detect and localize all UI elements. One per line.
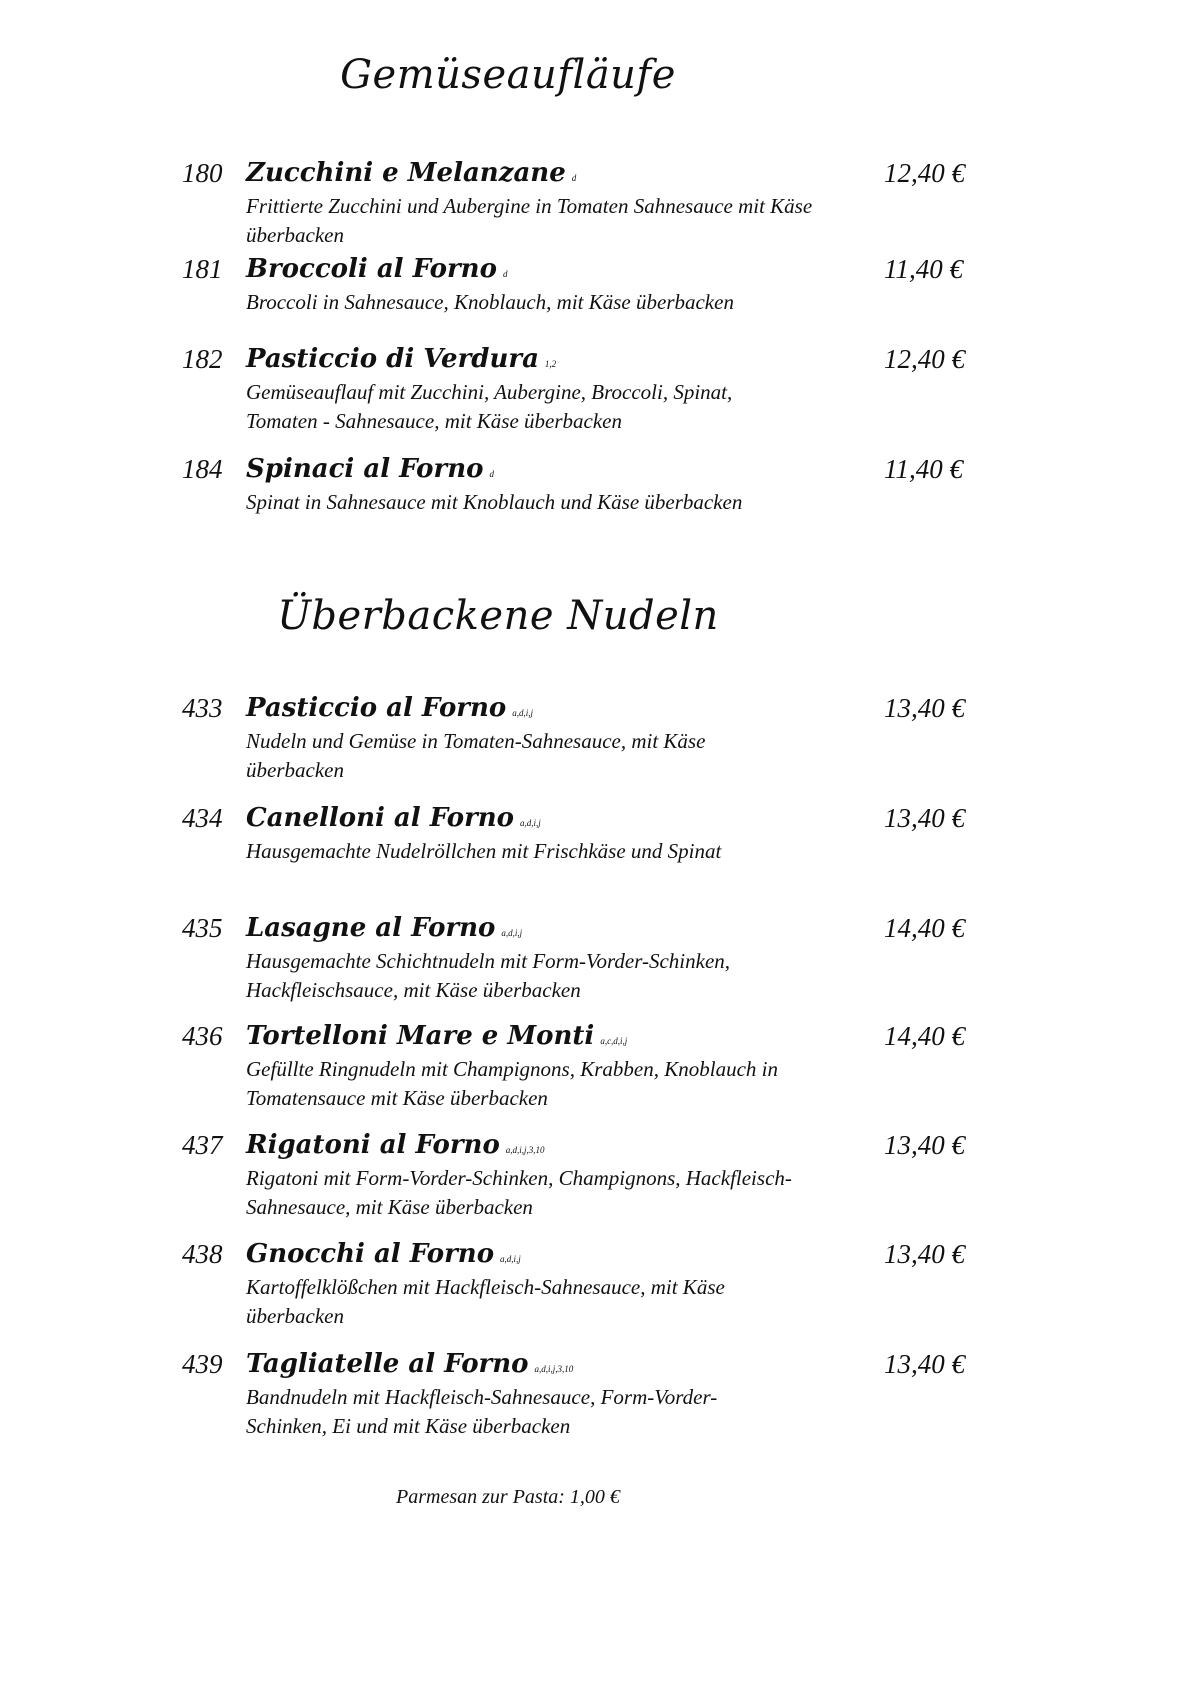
item-name-wrap	[246, 691, 533, 730]
item-name-wrap	[246, 1347, 573, 1386]
item-number: 182	[182, 344, 223, 374]
item-allergens: a,d,i,j,3,10	[505, 1145, 545, 1155]
item-description: Gefüllte Ringnudeln mit Champignons, Krabben, Knoblauch in Tomatensauce mit Käse überbacken	[246, 1057, 778, 1110]
item-name: Spinaci al Forno	[246, 454, 484, 484]
item-number: 180	[182, 158, 223, 188]
item-description: Spinat in Sahnesauce mit Knoblauch und Käse überbacken	[246, 490, 743, 514]
item-name-wrap	[246, 252, 507, 291]
item-number: 184	[182, 454, 223, 484]
item-number: 433	[182, 693, 223, 723]
item-allergens: a,d,i,j	[501, 928, 523, 938]
item-price: 13,40 €	[884, 1349, 965, 1379]
item-name-wrap	[246, 1237, 521, 1276]
item-name-wrap	[246, 1128, 545, 1167]
item-name: Tagliatelle al Forno	[246, 1349, 529, 1379]
item-name-wrap	[246, 801, 541, 840]
item-price: 12,40 €	[884, 158, 965, 188]
item-price: 13,40 €	[884, 1130, 965, 1160]
item-name-wrap	[246, 911, 522, 950]
item-name: Canelloni al Forno	[246, 803, 515, 833]
item-allergens: 1,2	[544, 359, 557, 369]
item-allergens: a,d,i,j	[520, 818, 541, 828]
item-price: 13,40 €	[884, 1239, 965, 1269]
item-name-wrap	[246, 156, 576, 195]
item-name-wrap	[246, 1019, 627, 1058]
item-number: 438	[182, 1239, 223, 1269]
item-name: Tortelloni Mare e Monti	[246, 1021, 595, 1051]
item-description: Broccoli in Sahnesauce, Knoblauch, mit Käse überbacken	[246, 290, 734, 314]
item-allergens: d	[489, 469, 494, 479]
item-name: Rigatoni al Forno	[246, 1130, 500, 1160]
item-name: Zucchini e Melanzane	[246, 158, 566, 188]
item-name: Gnocchi al Forno	[246, 1239, 495, 1269]
item-number: 181	[182, 254, 223, 284]
item-allergens: d	[571, 173, 577, 183]
item-allergens: a,c,d,i,j	[600, 1036, 628, 1046]
item-price: 12,40 €	[884, 344, 965, 374]
item-price: 14,40 €	[884, 913, 965, 943]
item-description: Hausgemachte Schichtnudeln mit Form-Vorder-Schinken, Hackfleischsauce, mit Käse überbacken	[246, 949, 731, 1002]
item-name: Pasticcio di Verdura	[246, 344, 539, 374]
item-description: Nudeln und Gemüse in Tomaten-Sahnesauce, mit Käse überbacken	[246, 729, 706, 782]
item-name: Pasticcio al Forno	[246, 693, 507, 723]
item-number: 436	[182, 1021, 223, 1051]
item-number: 439	[182, 1349, 223, 1379]
item-price: 11,40 €	[884, 454, 963, 484]
item-allergens: a,d,i,j,3,10	[534, 1364, 574, 1374]
footer-note: Parmesan zur Pasta: 1,00 €	[396, 1486, 620, 1508]
item-name: Lasagne al Forno	[246, 913, 496, 943]
item-allergens: d	[502, 269, 508, 279]
item-description: Hausgemachte Nudelröllchen mit Frischkäse und Spinat	[246, 839, 722, 863]
item-description: Rigatoni mit Form-Vorder-Schinken, Champignons, Hackfleisch-Sahnesauce, mit Käse überbacken	[246, 1166, 792, 1219]
item-price: 13,40 €	[884, 803, 965, 833]
item-number: 435	[182, 913, 223, 943]
item-name-wrap	[246, 342, 556, 381]
item-number: 437	[182, 1130, 223, 1160]
section-title-ueberbackene-nudeln: Überbackene Nudeln	[277, 593, 719, 639]
item-price: 13,40 €	[884, 693, 965, 723]
item-number: 434	[182, 803, 223, 833]
item-description: Gemüseauflauf mit Zucchini, Aubergine, Broccoli, Spinat, Tomaten - Sahnesauce, mit Käse überbacken	[246, 380, 733, 433]
item-description: Bandnudeln mit Hackfleisch-Sahnesauce, Form-Vorder-Schinken, Ei und mit Käse überbacken	[246, 1385, 718, 1438]
item-price: 14,40 €	[884, 1021, 965, 1051]
item-allergens: a,d,i,j	[500, 1254, 521, 1264]
section-title-gemueseauflaeufe: Gemüseaufläufe	[340, 52, 676, 98]
item-name: Broccoli al Forno	[246, 254, 497, 284]
item-allergens: a,d,i,j	[512, 708, 534, 718]
item-name-wrap	[246, 452, 494, 491]
item-price: 11,40 €	[884, 254, 963, 284]
item-description: Frittierte Zucchini und Aubergine in Tomaten Sahnesauce mit Käse überbacken	[246, 194, 813, 247]
item-description: Kartoffelklößchen mit Hackfleisch-Sahnesauce, mit Käse überbacken	[246, 1275, 725, 1328]
